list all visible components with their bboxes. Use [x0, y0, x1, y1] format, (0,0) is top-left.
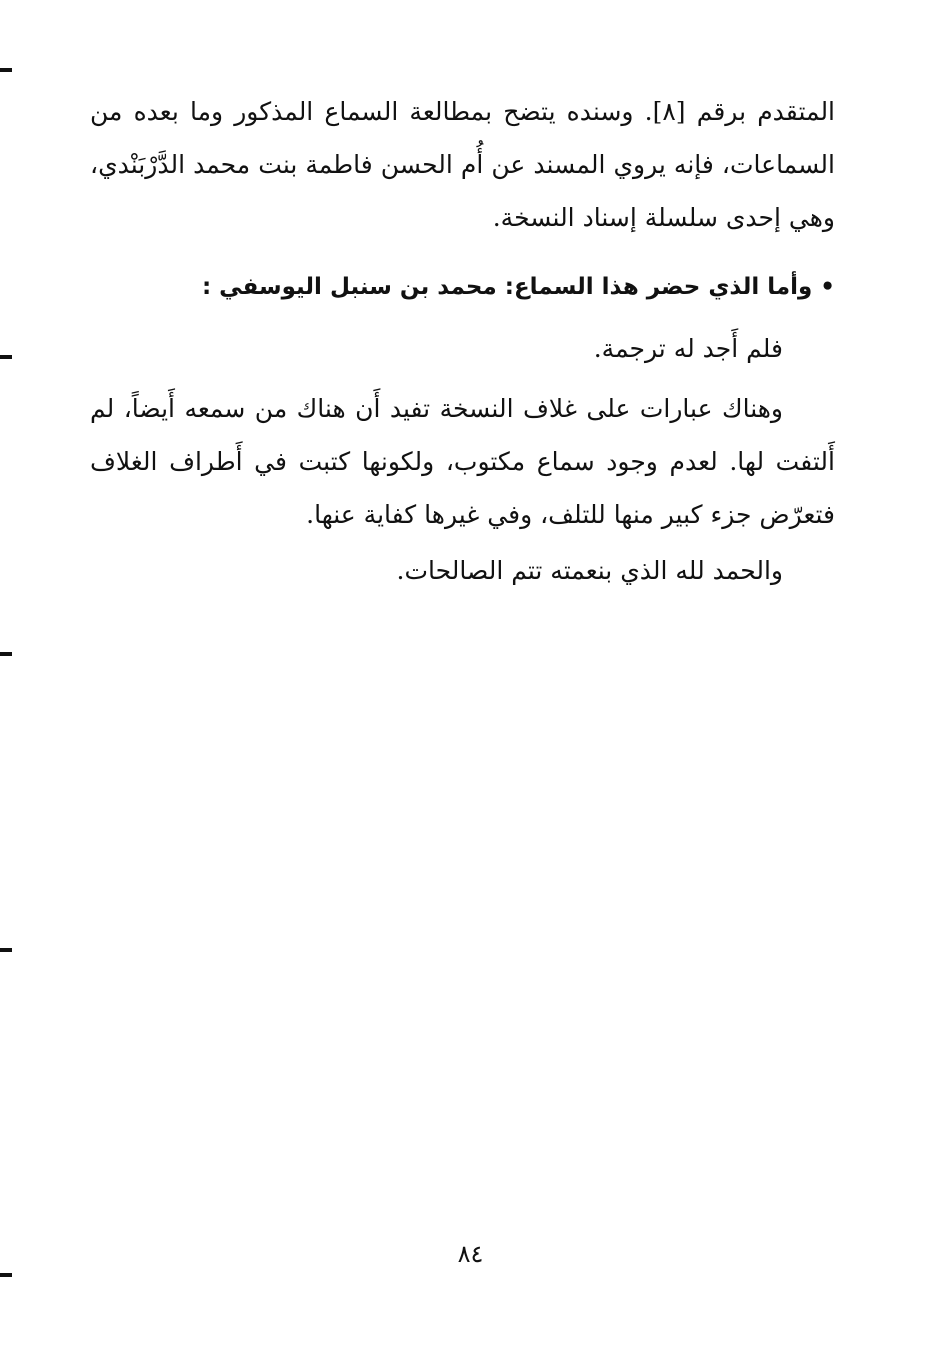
paragraph-cover-notes: وهناك عبارات على غلاف النسخة تفيد أَن هناك من سمعه أَيضاً، لم أَلتفت لها. لعدم وجود سماع مكتوب، ولكونها كتبت في أَطراف الغلاف فتعرّض جزء كبير منها للتلف، وفي غيرها كفاية عنها.: [90, 394, 835, 529]
scan-edge-mark: [0, 948, 12, 952]
paragraph-sanad: المتقدم برقم [٨]. وسنده يتضح بمطالعة السماع المذكور وما بعده من السماعات، فإنه يروي المسند عن أُم الحسن فاطمة بنت محمد الدَّرْبَنْدي، وهي إحدى سلسلة إسناد النسخة.: [90, 97, 836, 232]
section-heading: • وأما الذي حضر هذا السماع: محمد بن سنبل اليوسفي :: [201, 274, 835, 300]
scan-edge-mark: [0, 355, 12, 359]
scan-edge-mark: [0, 68, 12, 72]
scan-edge-mark: [0, 1273, 12, 1277]
paragraph-closing: والحمد لله الذي بنعمته تتم الصالحات.: [396, 556, 783, 585]
paragraph-no-biography: فلم أَجد له ترجمة.: [593, 334, 783, 363]
scan-edge-mark: [0, 652, 12, 656]
page-number: ٨٤: [457, 1240, 484, 1268]
